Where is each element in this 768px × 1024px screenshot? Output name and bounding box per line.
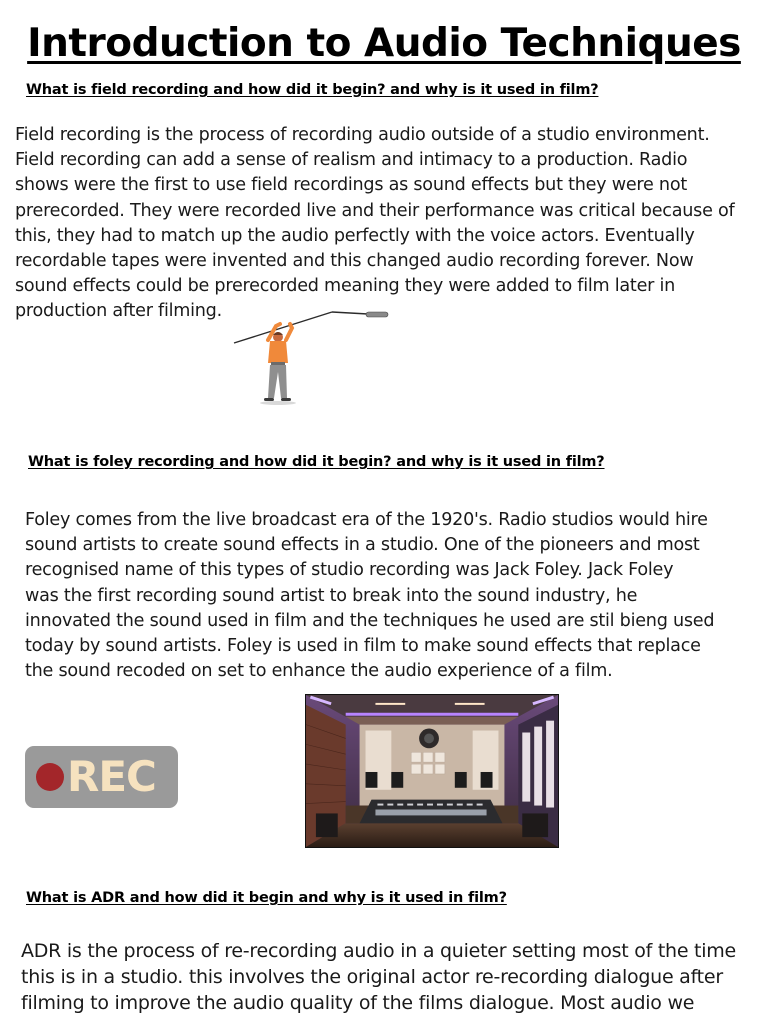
text-line: production after filming. [15, 301, 222, 322]
rec-label: REC [67, 752, 156, 801]
page-title: Introduction to Audio Techniques [27, 21, 741, 66]
text-line: innovated the sound used in film and the techniques he used are stil bieng used [25, 610, 715, 631]
text-line: sound artists to create sound effects in a studio. One of the pioneers and most [25, 535, 700, 556]
text-line: recognised name of this types of studio recording was Jack Foley. Jack Foley [25, 560, 674, 581]
text-line: this, they had to match up the audio perfectly with the voice actors. Eventually [15, 225, 695, 246]
recording-studio-photo [305, 694, 559, 848]
text-line: sound effects could be prerecorded meaning they were added to film later in [15, 276, 676, 297]
text-line: was the first recording sound artist to break into the sound industry, he [25, 585, 638, 606]
rec-badge [25, 746, 178, 808]
section-heading-adr: What is ADR and how did it begin and why is it used in film? [26, 890, 507, 906]
text-line: shows were the first to use field recordings as sound effects but they were not [15, 175, 687, 196]
record-dot-icon [36, 763, 64, 791]
paragraph-field-recording [15, 123, 734, 325]
section-heading-foley-recording: What is foley recording and how did it begin? and why is it used in film? [28, 454, 605, 470]
text-line: today by sound artists. Foley is used in film to make sound effects that replace [25, 636, 701, 657]
text-line: filming to improve the audio quality of the films dialogue. Most audio we [21, 992, 695, 1014]
text-line: prerecorded. They were recorded live and their performance was critical because of [15, 200, 735, 221]
text-line: this is in a studio. this involves the original actor re-recording dialogue after [21, 966, 723, 988]
text-line: Field recording is the process of recording audio outside of a studio environment. [15, 125, 710, 145]
text-line: recordable tapes were invented and this changed audio recording forever. Now [15, 251, 694, 272]
paragraph-foley-recording [25, 508, 714, 684]
paragraph-adr [21, 938, 736, 1016]
boom-operator-illustration [228, 306, 396, 408]
text-line: Field recording can add a sense of realism and intimacy to a production. Radio [15, 150, 688, 171]
text-line: the sound recoded on set to enhance the audio experience of a film. [25, 661, 613, 682]
text-line: Foley comes from the live broadcast era of the 1920's. Radio studios would hire [25, 510, 708, 530]
section-heading-field-recording: What is field recording and how did it begin? and why is it used in film? [26, 82, 599, 98]
text-line: ADR is the process of re-recording audio in a quieter setting most of the time [21, 940, 736, 962]
